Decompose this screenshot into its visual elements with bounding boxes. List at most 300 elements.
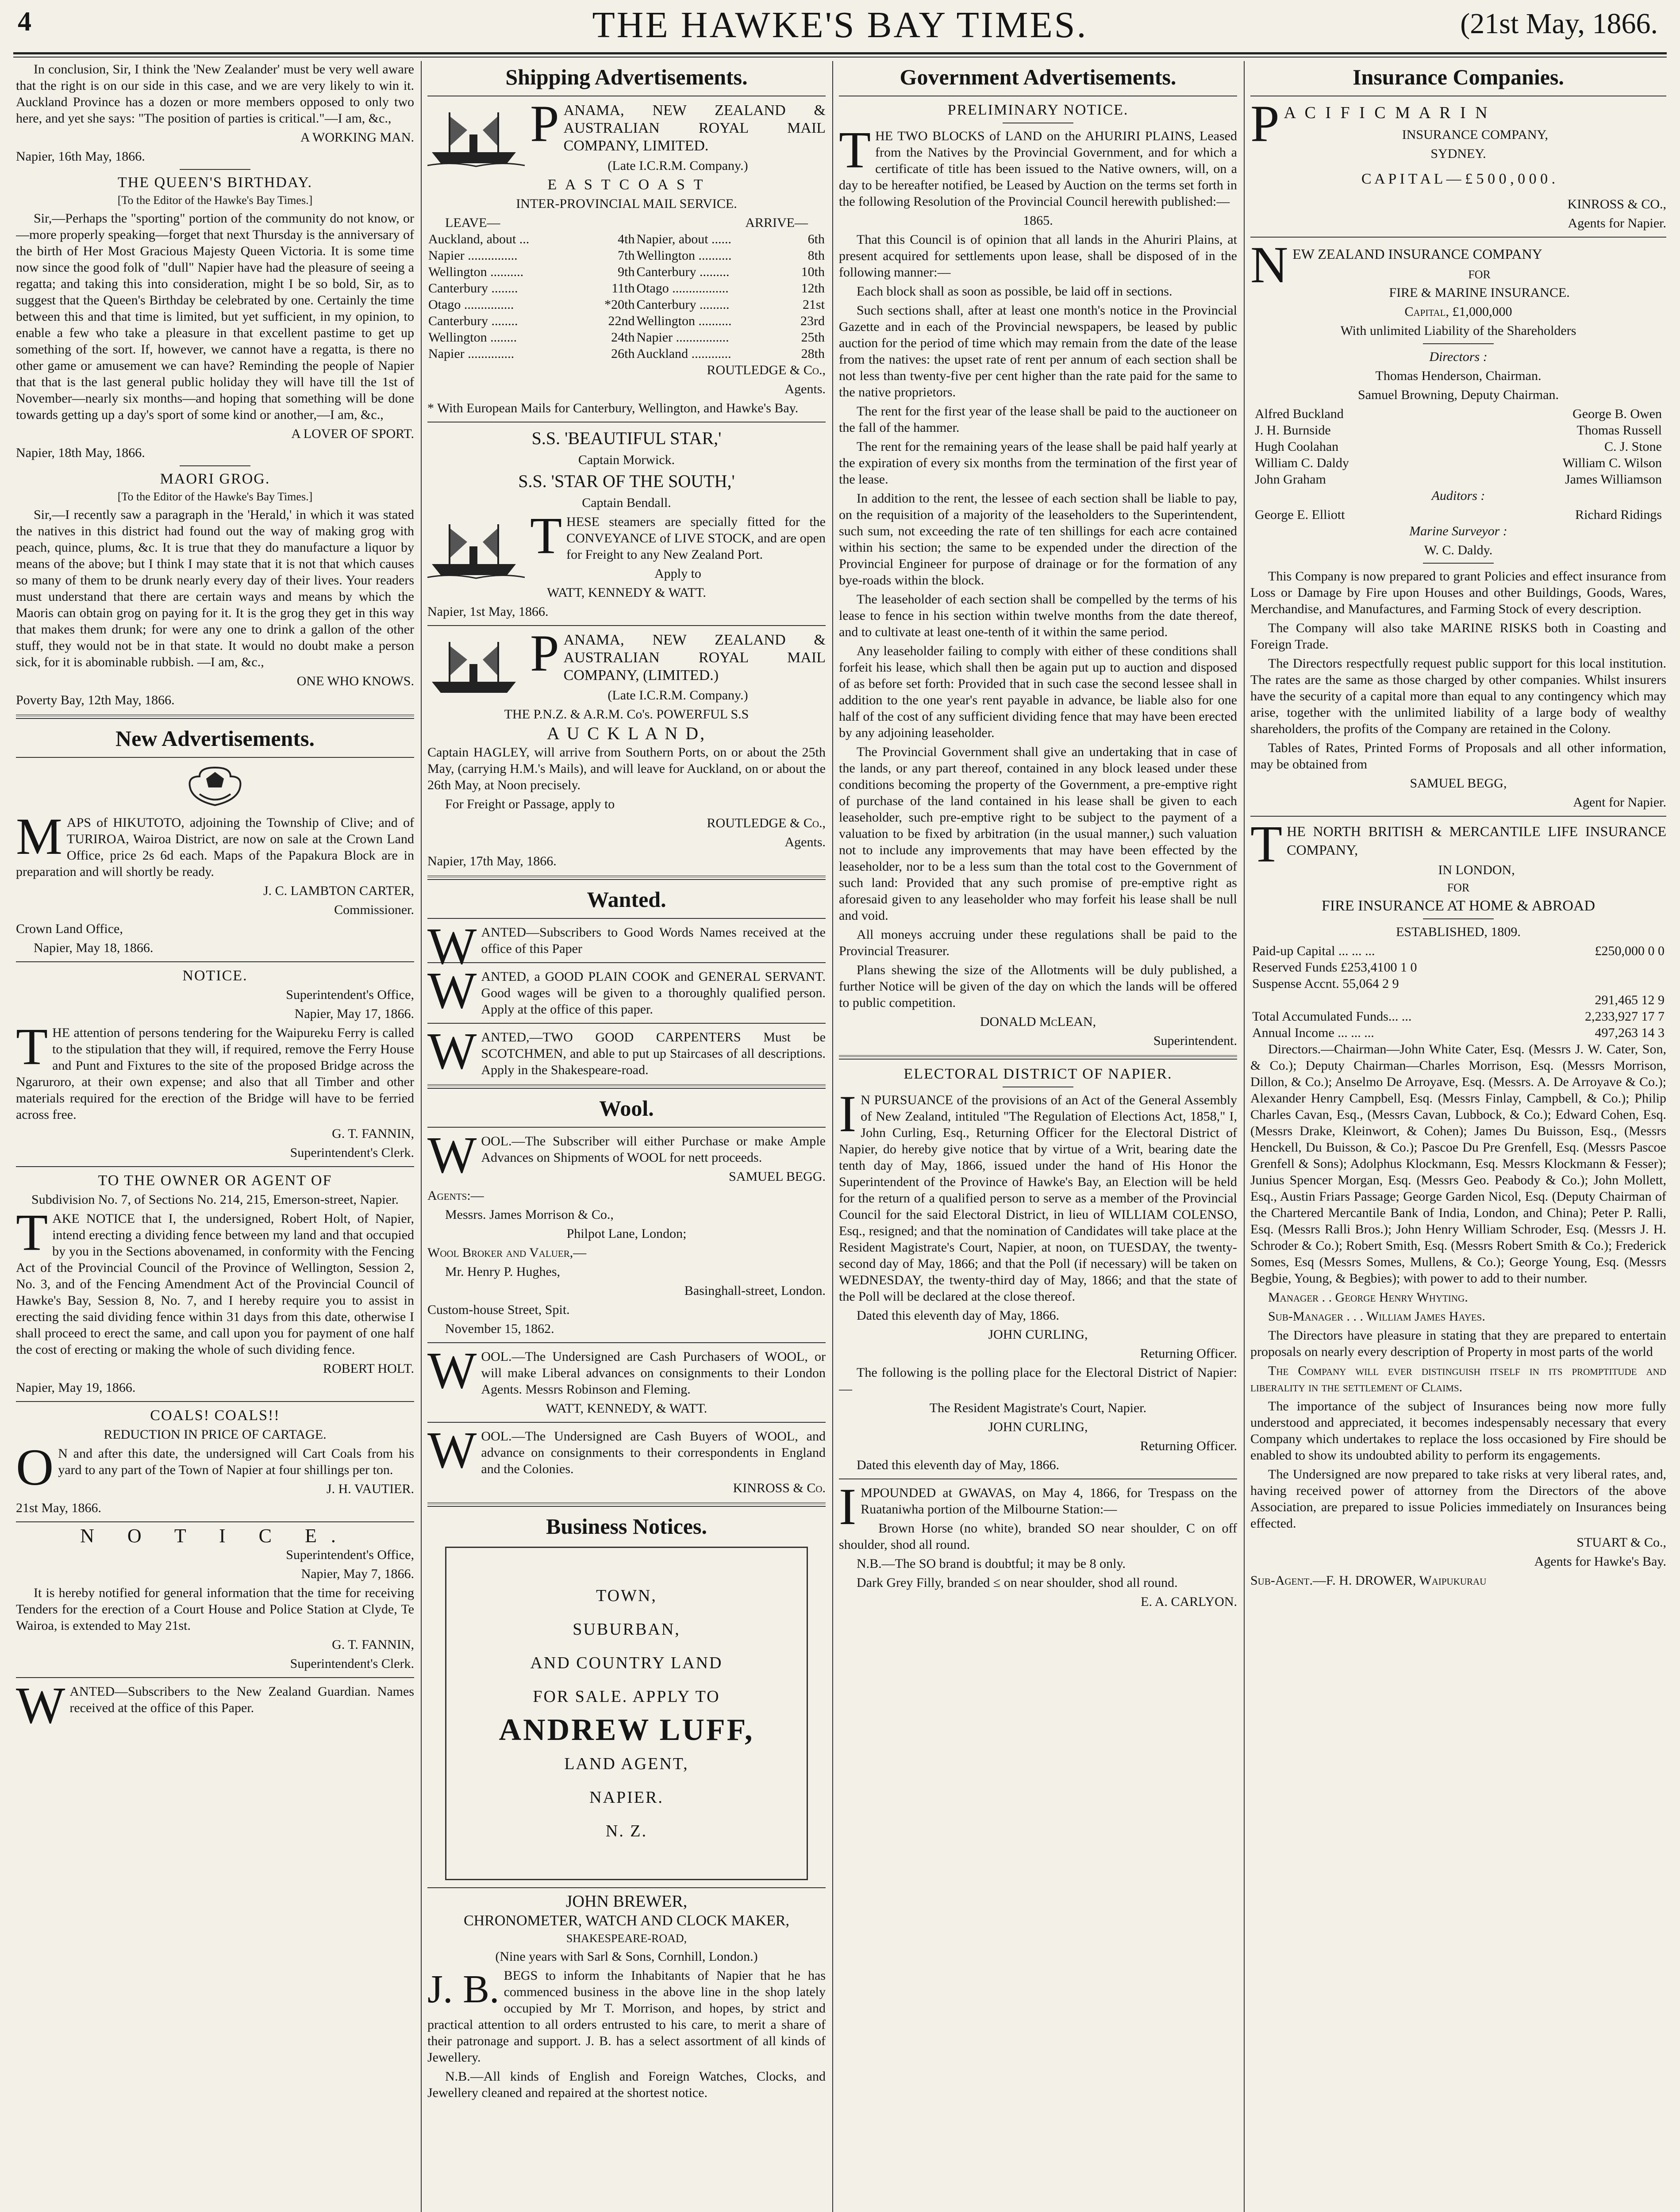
apply-label: Apply to — [654, 566, 701, 581]
advert-body: AKE NOTICE that I, the undersigned, Robert Holt, of Napier, intend erecting a dividing fence between my land and that occupied by you in the Sections abovenamed, in conformity with the Fencing Act of the Provincial Council of the Province of Wellington, Session 2, No. 3, and of the Fencing Amendment Act of the Provincial Council of Hawke's Bay, Session 8, No. 7, and I hereby require you to assist in erecting the said dividing fence within 31 days from this date, otherwise I shall proceed to erect the same, and call upon you for payment of one half the cost of erecting or making the whole of such dividing fence. — [16, 1211, 414, 1357]
ship-name: S.S. 'STAR OF THE SOUTH,' — [518, 471, 735, 491]
insurer-agent: KINROSS & CO., — [1567, 197, 1666, 211]
insurer-body: The Undersigned are now prepared to take risks at very liberal rates, and, having received power of attorney from the Directors of the above Association, are prepared to issue Policies immediately on Insurances being effected. — [1250, 1467, 1666, 1531]
ship-name: S.S. 'BEAUTIFUL STAR,' — [531, 428, 722, 448]
funds-amount: £250,000 0 0 — [1595, 944, 1665, 958]
notice-clause: In addition to the rent, the lessee of each section shall be liable to pay, on the requisition of a majority of the leaseholders to the Superintendent, such sum, not exceeding the rate of ten shillings for each acre contained within his section; the same to be expended under the direction of the Provincial Engineer for purpose of drainage or for the formation of any bye-roads within the block. — [839, 491, 1237, 588]
insurer-established: ESTABLISHED, 1809. — [1396, 925, 1521, 939]
section-heading: Wanted. — [587, 887, 666, 912]
funds-row — [1250, 943, 1666, 959]
box-line: TOWN, — [596, 1586, 657, 1605]
shipping-freight: For Freight or Passage, apply to — [445, 797, 615, 811]
section-heading: Government Advertisements. — [900, 65, 1176, 89]
surveyor-heading: Marine Surveyor : — [1409, 524, 1507, 538]
drop-cap: J. B. — [427, 1967, 500, 2011]
schedule-leave-cell: Napier ............... — [428, 248, 518, 263]
auditor-name: George E. Elliott — [1255, 507, 1345, 522]
column-1 — [16, 61, 414, 2212]
section-heading: Wool. — [599, 1096, 654, 1121]
section-heading: New Advertisements. — [115, 726, 315, 751]
masthead — [13, 3, 1667, 52]
funds-amount: 291,465 12 9 — [1595, 993, 1665, 1007]
notice-dated: Dated this eleventh day of May, 1866. — [857, 1308, 1059, 1323]
letter-signature: A WORKING MAN. — [300, 130, 414, 145]
insurer-body: The Directors respectfully request public support for this local institution. The rates are the same as those charged by other companies. Whilst insurers have the security of a capital more than equal to any contingency which may arise, together with the unlimited liability of a large body of wealthy shareholders, the profits of the Company are retained in the Colony. — [1250, 656, 1666, 736]
notice-title: ELECTORAL DISTRICT OF NAPIER. — [903, 1066, 1173, 1082]
steamship-icon — [427, 104, 525, 170]
section-rule — [427, 1502, 826, 1507]
schedule-arrive-cell: 6th — [807, 232, 825, 246]
shipping-agent: ROUTLEDGE & Co., — [707, 816, 826, 830]
insurer-directors: Directors.—Chairman—John White Cater, Esq. (Messrs J. W. Cater, Son, & Co.); Deputy Chairman—Charles Morrison, Esq. (Messrs Morrison, Dillon, & Co.); Anselmo De Arroyave, Esq. (Messrs. A. De Arroyave & Co.); Alexander Henry Campbell, Esq. (Messrs Finlay, Campbell, & Co.); Philip Charles Cavan, Esq., (Messrs Cavan, Lubbock, & Co.); Edward Cohen, Esq. (Messrs Drake, Kleinwort, & Cohen); James Du Buisson, Esq., (Messrs Henckell, Du Buisson, & Co.); Pascoe Du Pre Grenfell, Esq. (Messrs Pascoe Grenfell & Sons); Adolphus Klockmann, Esq. Messrs Klockmann & Fesser); Junius Spencer Morgan, Esq. (Messrs Geo. Peabody & Co.); John Mollett, Esq., Austin Friars Passage; George Garden Nicol, Esq. (Deputy Chairman of the Chartered Mercantile Bank of India, London, and China); Peter P. Ralli, Esq. (Messrs Ralli Bros.); John Henry William Schroder, Esq. (Messrs J. H. Schroder & Co.); Robert Smith, Esq. (Messrs Robert Smith & Co.); Frederick Somes, Esq (Messrs Somes, Mullens, & Co.); George Young, Esq. (Messrs Begbie, Young, & Begbies); with power to add to their number. — [1250, 1042, 1666, 1286]
drop-cap: T — [16, 1018, 48, 1075]
shipping-body: HESE steamers are specially fitted for the CONVEYANCE of LIVE STOCK, and are open for Freight to any New Zealand Port. — [566, 515, 826, 562]
business-subtitle: CHRONOMETER, WATCH AND CLOCK MAKER, — [463, 1912, 790, 1929]
drop-cap: P — [530, 95, 559, 153]
director-name: William C. Daldy — [1255, 456, 1349, 470]
advert-body: N and after this date, the undersigned will Cart Coals from his yard to any part of the Town of Napier at four shillings per ton. — [58, 1446, 414, 1477]
schedule-leave-cell: 7th — [618, 248, 635, 263]
schedule-arrive-cell: 28th — [801, 346, 825, 361]
notice-signature-title: Returning Officer. — [1140, 1346, 1237, 1361]
insurer-city: IN LONDON, — [1438, 863, 1515, 877]
business-body: BEGS to inform the Inhabitants of Napier that he has commenced business in the above line in the shop lately occupied by Mr T. Morrison, and hopes, by strict and practical attention to all orders entrusted to his care, to merit a share of their patronage and support. J. B. has a select assortment of all kinds of Jewellery. — [427, 1968, 826, 2065]
advert-signature-title: Superintendent's Clerk. — [290, 1145, 414, 1160]
funds-row — [1250, 1008, 1666, 1025]
box-line: N. Z. — [605, 1822, 648, 1840]
insurer-body: The Company will ever distinguish itself in its promptitude and liberality in the settlement of Claims. — [1250, 1363, 1666, 1394]
notice-clause: All moneys accruing under these regulations shall be paid to the Provincial Treasurer. — [839, 927, 1237, 958]
schedule-arrive-cell: Napier, about ...... — [636, 232, 732, 246]
advert-signature-title: Superintendent's Clerk. — [290, 1656, 414, 1671]
issue-date: (21st May, 1866. — [1460, 8, 1658, 40]
divider — [1423, 563, 1494, 564]
notice-clause: The leaseholder of each section shall be compelled by the terms of his lease to fence in his section within twelve months from the date thereof, and to cultivate at least one-tenth of it within the same period. — [839, 592, 1237, 639]
box-name: ANDREW LUFF, — [499, 1713, 754, 1747]
drop-cap: O — [16, 1438, 54, 1496]
divider — [16, 1166, 414, 1167]
insurer-agent-title: Agents for Napier. — [1568, 216, 1666, 230]
letter-title: THE QUEEN'S BIRTHDAY. — [118, 174, 312, 191]
director-name: William C. Wilson — [1562, 456, 1662, 470]
notice-year: 1865. — [1023, 213, 1053, 228]
insurer-for: FOR — [1447, 881, 1470, 894]
funds-label: Reserved Funds £253,4100 1 0 — [1252, 960, 1417, 975]
divider — [180, 169, 250, 170]
advert-signature-title: Commissioner. — [334, 902, 414, 917]
auditor-row — [1250, 507, 1666, 523]
divider — [427, 1422, 826, 1423]
letter-signature: ONE WHO KNOWS. — [296, 674, 414, 688]
schedule-row — [427, 280, 826, 296]
insurer-agent-title: Agent for Napier. — [1573, 795, 1666, 810]
schedule-leave-cell: Wellington ........ — [428, 330, 517, 345]
drop-cap: W — [427, 1126, 477, 1184]
drop-cap: M — [16, 807, 62, 865]
notice-clause: Plans shewing the size of the Allotments will be duly published, a further Notice will be given of the day on which the lands will be offered to public competition. — [839, 963, 1237, 1010]
wanted-body: ANTED,—TWO GOOD CARPENTERS Must be SCOTCHMEN, and able to put up Staircases of all descriptions. Apply in the Shakespeare-road. — [481, 1030, 826, 1077]
business-note: (Nine years with Sarl & Sons, Cornhill, London.) — [495, 1949, 758, 1964]
impound-body: Brown Horse (no white), branded SO near shoulder, C on off shoulder, shod all round. — [839, 1521, 1237, 1552]
advert-date: Napier, May 7, 1866. — [301, 1567, 414, 1581]
schedule-leave-cell: 26th — [611, 346, 635, 361]
section-heading: Business Notices. — [546, 1514, 707, 1539]
schedule-row — [427, 247, 826, 264]
notice-clause: Such sections shall, after at least one month's notice in the Provincial Gazette and in each of the Provincial newspapers, be leased by public auction for the period of time which may remain from the date of the lease from the natives: the upset rate of rent per annum of each section shall be not less than twenty-five per cent higher than the rate paid for the same to the native proprietors. — [839, 303, 1237, 399]
insurer-agent-title: Agents for Hawke's Bay. — [1534, 1554, 1666, 1569]
insurer-type: FIRE & MARINE INSURANCE. — [1389, 285, 1570, 300]
page-number: 4 — [18, 7, 31, 37]
box-line: AND COUNTRY LAND — [530, 1654, 723, 1672]
insurer-body: The Company will also take MARINE RISKS both in Coasting and Foreign Trade. — [1250, 621, 1666, 652]
insurer-submanager: Sub-Manager . . . William James Hayes. — [1268, 1309, 1485, 1324]
schedule-arrive-cell: 21st — [802, 297, 825, 312]
schedule-arrive-cell: 25th — [801, 330, 825, 345]
advert-date: Napier, May 19, 1866. — [16, 1380, 136, 1395]
column-divider — [421, 61, 422, 2212]
land-agent-box-advert — [445, 1547, 808, 1880]
advert-title: NOTICE. — [182, 968, 248, 984]
box-line: LAND AGENT, — [564, 1755, 689, 1773]
advert-signature: J. H. VAUTIER. — [326, 1482, 414, 1496]
insurer-subagent: Sub-Agent.—F. H. DROWER, Waipukurau — [1250, 1573, 1487, 1588]
insurer-type: FIRE INSURANCE AT HOME & ABROAD — [1321, 898, 1595, 914]
notice-title: PRELIMINARY NOTICE. — [947, 102, 1129, 118]
schedule-leave-cell: 11th — [611, 281, 635, 296]
funds-amount — [1529, 959, 1666, 975]
advert-signature: G. T. FANNIN, — [332, 1637, 414, 1652]
notice-signature-title: Superintendent. — [1153, 1033, 1237, 1048]
shipping-agent: WATT, KENNEDY & WATT. — [547, 585, 706, 600]
advert-title: COALS! COALS!! — [150, 1407, 280, 1424]
funds-table — [1250, 943, 1666, 1041]
director-name: C. J. Stone — [1604, 439, 1662, 454]
section-heading: Insurance Companies. — [1353, 65, 1564, 89]
box-line: FOR SALE. APPLY TO — [533, 1687, 720, 1706]
notice-signature: DONALD McLEAN, — [980, 1014, 1096, 1029]
divider — [1423, 918, 1494, 919]
drop-cap: W — [427, 1022, 477, 1080]
business-body: N.B.—All kinds of English and Foreign Watches, Clocks, and Jewellery cleaned and repaired at the shortest notice. — [427, 2069, 826, 2100]
ship-captain: Captain Bendall. — [582, 495, 671, 510]
business-address: SHAKESPEARE-ROAD, — [566, 1932, 687, 1945]
divider — [16, 1677, 414, 1678]
divider — [1423, 343, 1494, 344]
shipping-company: ANAMA, NEW ZEALAND & AUSTRALIAN ROYAL MAIL COMPANY, (LIMITED.) — [563, 632, 826, 684]
advert-body: ANTED—Subscribers to the New Zealand Guardian. Names received at the office of this Paper. — [69, 1684, 414, 1715]
drop-cap: W — [16, 1676, 65, 1734]
divider — [16, 1521, 414, 1522]
notice-clauses — [839, 231, 1237, 1011]
shipping-route: E A S T C O A S T — [547, 177, 706, 193]
divider — [427, 918, 826, 919]
box-line: NAPIER. — [589, 1788, 664, 1807]
director-name: George B. Owen — [1572, 407, 1662, 421]
drop-cap: T — [839, 121, 871, 179]
advert-title: N O T I C E. — [80, 1525, 350, 1547]
drop-cap: W — [427, 1421, 477, 1479]
advert-body: APS of HIKUTOTO, adjoining the Township of Clive; and of TURIROA, Wairoa District, are now on sale at the Crown Land Office, price 2s 6d each. Maps of the Papakura Block are in preparation and will shortly be ready. — [16, 815, 414, 879]
shipping-agents-label: Agents. — [784, 382, 826, 396]
wool-signature: KINROSS & Co. — [733, 1481, 826, 1495]
shipping-service: INTER-PROVINCIAL MAIL SERVICE. — [516, 196, 737, 211]
director-name: Thomas Russell — [1576, 423, 1662, 438]
schedule-leave-label: LEAVE— — [445, 215, 500, 230]
notice-clause: The rent for the first year of the lease shall be paid to the auctioneer on the fall of the hammer. — [839, 404, 1237, 435]
letter-note: [To the Editor of the Hawke's Bay Times.] — [117, 194, 313, 207]
notice-signature: JOHN CURLING, — [988, 1327, 1088, 1342]
insurer-capital: C A P I T A L — £ 5 0 0 , 0 0 0 . — [1361, 171, 1556, 187]
wool-body: OOL.—The Undersigned are Cash Buyers of WOOL, and advance on consignments to their correspondents in England and the Colonies. — [481, 1429, 826, 1476]
notice-dated: Dated this eleventh day of May, 1866. — [857, 1458, 1059, 1472]
box-line: SUBURBAN, — [573, 1620, 680, 1639]
advert-date: 21st May, 1866. — [16, 1501, 102, 1515]
notice-clause: That this Council is of opinion that all lands in the Ahuriri Plains, at present acquired for settlements upon lease, shall be disposed of in the following manner:— — [839, 232, 1237, 280]
funds-label: Paid-up Capital ... ... ... — [1252, 944, 1375, 958]
schedule-leave-cell: Canterbury ........ — [428, 281, 518, 296]
wool-agents-label: Agents:— — [427, 1188, 484, 1203]
schedule-arrive-cell: Canterbury ......... — [636, 265, 730, 279]
divider — [427, 1127, 826, 1128]
insurer-name: A C I F I C M A R I N — [1284, 104, 1490, 122]
divider — [427, 625, 826, 626]
funds-row — [1250, 959, 1666, 975]
funds-label: Annual Income ... ... ... — [1252, 1025, 1374, 1040]
shipping-late-name: (Late I.C.R.M. Company.) — [607, 158, 748, 173]
insurer-name: HE NORTH BRITISH & MERCANTILE LIFE INSURANCE COMPANY, — [1287, 823, 1666, 858]
schedule-leave-cell: 9th — [618, 265, 635, 279]
steamship-icon — [427, 633, 525, 699]
wool-agent-line: November 15, 1862. — [445, 1321, 554, 1336]
surveyor-name: W. C. Daldy. — [1424, 543, 1493, 557]
advert-subtitle: REDUCTION IN PRICE OF CARTAGE. — [104, 1427, 327, 1442]
schedule-row — [427, 313, 826, 329]
ship-name: A U C K L A N D, — [546, 723, 707, 743]
schedule-arrive-cell: 8th — [807, 248, 825, 263]
drop-cap: I — [839, 1085, 857, 1143]
wool-agent-line: Wool Broker and Valuer,— — [427, 1245, 587, 1260]
drop-cap: W — [427, 1341, 477, 1399]
funds-row — [1250, 975, 1666, 992]
drop-cap: T — [16, 1203, 48, 1261]
impound-body: MPOUNDED at GWAVAS, on May 4, 1866, for Trespass on the Ruataniwha portion of the Milbourne Station:— — [861, 1486, 1237, 1517]
divider — [1250, 816, 1666, 817]
advert-body: It is hereby notified for general information that the time for receiving Tenders for the erection of a Court House and Police Station at Clyde, Te Wairoa, is extended to May 21st. — [16, 1586, 414, 1633]
director-name: J. H. Burnside — [1255, 423, 1331, 438]
schedule-heading — [427, 215, 826, 231]
letter-body: In conclusion, Sir, I think the 'New Zealander' must be very well aware that the right is on our side in this case, and we are very likely to win it. Auckland Province has a dozen or more members opposed to only two here, and yet she says: "The position of parties is critical."—I am, &c., — [16, 62, 414, 126]
notice-signature: JOHN CURLING, — [988, 1420, 1088, 1434]
wool-agent-line: Messrs. James Morrison & Co., — [445, 1207, 614, 1222]
notice-clause: The Provincial Government shall give an undertaking that in case of the lands, or any part thereof, contained in any block leased under these conditions becoming the property of the Government, a pre-emptive right of purchase of the land contained in his lease shall be given to each leaseholder, such pre-emptive right to be subject to the payment of a valuation to be fixed by arbitration (in the usual manner,) such valuation not to include any improvements that may have been effected by the leaseholder, nor to be a less sum than the total cost to the Government of such land: Provided that any such promise of pre-emptive right as aforesaid given to any leaseholder who may forfeit his lease shall be null and void. — [839, 745, 1237, 923]
schedule-arrive-cell: 10th — [801, 265, 825, 279]
divider — [180, 465, 250, 466]
advert-signature: G. T. FANNIN, — [332, 1126, 414, 1141]
schedule-arrive-cell: Otago ................. — [636, 281, 729, 296]
funds-amount: 497,263 14 3 — [1595, 1025, 1665, 1040]
divider — [1250, 237, 1666, 238]
column-4 — [1250, 61, 1666, 2212]
section-rule — [839, 1055, 1237, 1060]
impound-signature: E. A. CARLYON. — [1141, 1594, 1237, 1609]
column-divider — [1244, 61, 1245, 2212]
drop-cap: T — [1250, 815, 1283, 873]
notice-clause: The rent for the remaining years of the lease shall be paid half yearly at the expiration of every six months from the termination of the first year of the lease. — [839, 439, 1237, 487]
column-divider — [832, 61, 833, 2212]
section-rule — [427, 1084, 826, 1089]
schedule-leave-cell: Canterbury ........ — [428, 314, 518, 328]
auditors-heading: Auditors : — [1431, 488, 1485, 503]
letter-note: [To the Editor of the Hawke's Bay Times.] — [117, 490, 313, 503]
notice-signature-title: Returning Officer. — [1140, 1439, 1237, 1453]
divider — [427, 1342, 826, 1343]
drop-cap: I — [839, 1478, 857, 1536]
wanted-body: ANTED—Subscribers to Good Words Names received at the office of this Paper — [481, 925, 826, 956]
insurer-capital: Capital, £1,000,000 — [1404, 304, 1512, 319]
insurer-body: The Directors have pleasure in stating that they are prepared to entertain proposals on nearly every description of Property in most parts of the world — [1250, 1328, 1666, 1359]
letter-body: Sir,—I recently saw a paragraph in the 'Herald,' in which it was stated the natives in this district had found out the way of making grog with peach, quince, plums, &c. It is true that they do manufacture a liquor by means of the above; but I think I may state that it is not that which causes so many of them to be drunk nearly every day of their lives. Your readers must understand that there are certain ways and means by which the Maoris can obtain grog on paying for it. It is the grog they get in this way that makes them drunk; for were any one to drink a gallon of the other stuff, they would not be in that state. It would no doubt make a person sick, for it is abominable rubbish. —I am, &c., — [16, 507, 414, 669]
wool-agent-line: Custom-house Street, Spit. — [427, 1302, 570, 1317]
shipping-agents-label: Agents. — [784, 835, 826, 849]
column-2 — [427, 61, 826, 2212]
letter-title: MAORI GROG. — [160, 471, 270, 487]
shipping-note: * With European Mails for Canterbury, Wellington, and Hawke's Bay. — [427, 401, 799, 415]
shipping-body: Captain HAGLEY, will arrive from Southern Ports, on or about the 25th May, (carrying H.M.'s Mails), and will leave for Auckland, on or about the 26th May, at Noon precisely. — [427, 745, 826, 792]
schedule-leave-cell: 22nd — [608, 314, 635, 328]
notice-body: The following is the polling place for the Electoral District of Napier:— — [839, 1365, 1237, 1396]
divider — [427, 962, 826, 963]
ship-captain: Captain Morwick. — [578, 453, 675, 467]
wanted-body: ANTED, a GOOD PLAIN COOK and GENERAL SERVANT. Good wages will be given to a thoroughly qualified person. Apply at the office of this paper. — [481, 969, 826, 1017]
business-title: JOHN BREWER, — [565, 1892, 688, 1911]
steamship-icon — [427, 515, 525, 582]
wool-signature: SAMUEL BEGG. — [729, 1169, 826, 1184]
shipping-agent: ROUTLEDGE & Co., — [707, 363, 826, 377]
advert-date: Napier, May 18, 1866. — [34, 941, 154, 955]
director-row — [1250, 422, 1666, 438]
advert-subtitle: Subdivision No. 7, of Sections No. 214, 215, Emerson-street, Napier. — [31, 1192, 399, 1207]
wool-signature: WATT, KENNEDY, & WATT. — [546, 1401, 707, 1416]
insurer-body: This Company is now prepared to grant Policies and effect insurance from Loss or Damage by Fire upon Houses and other Buildings, Goods, Wares, Merchandise, and Manufactures, and Farming Stock of every description. — [1250, 569, 1666, 616]
shipping-date: Napier, 17th May, 1866. — [427, 854, 557, 868]
schedule-arrive-cell: 12th — [801, 281, 825, 296]
advert-body: HE attention of persons tendering for the Waipureku Ferry is called to the stipulation that they will, if required, remove the Ferry House and Punt and Fixtures to the site of the proposed Bridge across the Ngaruroro, at their own expense; and also that all Timber and other materials required for the erection of the Bridge will have to be ferried across free. — [16, 1025, 414, 1122]
director-name: Alfred Buckland — [1255, 407, 1344, 421]
drop-cap: P — [530, 624, 559, 682]
section-rule — [427, 876, 826, 880]
insurer-agent: STUART & Co., — [1576, 1535, 1666, 1550]
funds-amount: 2,233,927 17 7 — [1585, 1009, 1665, 1024]
schedule-leave-cell: Wellington .......... — [428, 265, 524, 279]
wool-agent-line: Mr. Henry P. Hughes, — [445, 1264, 560, 1279]
schedule-leave-cell: Otago ............... — [428, 297, 514, 312]
insurer-agent: SAMUEL BEGG, — [1410, 776, 1507, 791]
polling-place: The Resident Magistrate's Court, Napier. — [929, 1401, 1147, 1415]
schedule-arrive-cell: Wellington .......... — [636, 248, 732, 263]
schedule-leave-cell: 4th — [618, 232, 635, 246]
funds-row — [1250, 992, 1666, 1008]
insurer-body: Tables of Rates, Printed Forms of Proposals and all other information, may be obtained from — [1250, 741, 1666, 772]
advert-office: Superintendent's Office, — [286, 1548, 414, 1562]
insurer-for: FOR — [1468, 268, 1491, 281]
shipping-late-name: (Late I.C.R.M. Company.) — [607, 688, 748, 703]
schedule-arrive-cell: Auckland ............ — [636, 346, 731, 361]
funds-row — [1250, 1025, 1666, 1041]
wool-agent-line: Philpot Lane, London; — [566, 1226, 687, 1241]
funds-amount — [1529, 975, 1666, 992]
masthead-rule — [13, 52, 1667, 58]
insurer-liability: With unlimited Liability of the Shareholders — [1340, 323, 1576, 338]
notice-clause: Any leaseholder failing to comply with either of these conditions shall forfeit his lease, which shall then be again put up to auction and disposed of as before set forth: Provided that in such case the second lessee shall in addition to the one year's rent payable in advance, be liable also for one half of the cost of any sufficient dividing fence that may have been erected by any adjoining leaseholder. — [839, 644, 1237, 740]
drop-cap: W — [427, 917, 477, 975]
schedule-arrive-cell: Wellington .......... — [636, 314, 732, 328]
director-name: John Graham — [1255, 472, 1326, 487]
royal-crest-icon — [182, 763, 248, 812]
schedule-row — [427, 264, 826, 280]
funds-label: Total Accumulated Funds... ... — [1252, 1009, 1412, 1024]
drop-cap: T — [530, 507, 562, 565]
schedule-arrive-cell: Canterbury ......... — [636, 297, 730, 312]
wool-body: OOL.—The Subscriber will either Purchase or make Ample Advances on Shipments of WOOL for nett proceeds. — [481, 1134, 826, 1165]
schedule-leave-cell: Auckland, about ... — [428, 232, 530, 246]
funds-label: Suspense Accnt. 55,064 2 9 — [1252, 976, 1399, 991]
shipping-company: ANAMA, NEW ZEALAND & AUSTRALIAN ROYAL MAIL COMPANY, LIMITED. — [563, 102, 826, 154]
director-row — [1250, 438, 1666, 455]
schedule-leave-cell: Napier .............. — [428, 346, 515, 361]
letter-place: Napier, 16th May, 1866. — [16, 149, 145, 164]
divider — [16, 757, 414, 758]
advert-signature: ROBERT HOLT. — [323, 1361, 414, 1376]
letter-place: Poverty Bay, 12th May, 1866. — [16, 693, 175, 707]
section-rule — [16, 714, 414, 719]
director-row — [1250, 406, 1666, 422]
schedule-arrive-label: ARRIVE— — [745, 215, 808, 230]
wool-body: OOL.—The Undersigned are Cash Purchasers of WOOL, or will make Liberal advances on consignments to their London Agents. Messrs Robinson and Fleming. — [481, 1349, 826, 1397]
insurer-type: INSURANCE COMPANY, — [1402, 127, 1548, 142]
schedule-row — [427, 296, 826, 313]
insurer-city: SYDNEY. — [1430, 146, 1486, 161]
shipping-date: Napier, 1st May, 1866. — [427, 604, 549, 619]
divider — [16, 1401, 414, 1402]
auditor-name: Richard Ridings — [1575, 507, 1662, 522]
schedule-arrive-cell: Napier ................ — [636, 330, 729, 345]
column-3 — [839, 61, 1237, 2212]
letter-body: Sir,—Perhaps the "sporting" portion of the community do not know, or—more properly speaking—forget that next Thursday is the anniversary of the birth of Her Most Gracious Majesty Queen Victoria. It is some time now since the good folk of "dull" Napier have had the pleasure of seeing a regatta; and taking this into consideration, might I be so bold, Sir, as to suggest that the Queen's Birthday be celebrated by one. Certainly the time between this and that time is limited, but yet sufficient, in my opinion, to enable a few who take a pleasure in that excellent pastime to get up something of the sort. If, however, we cannot have a regatta, is there no other game or amusement we can have? Reminding the people of Napier that that is the last general public holiday they will have till the 1st of November—nearly six months—and hoping that something will be done towards getting up a day's sport of some kind or another,—I am, &c., — [16, 211, 414, 422]
impound-body: Dark Grey Filly, branded ≤ on near shoulder, shod all round. — [857, 1575, 1178, 1590]
notice-body: HE TWO BLOCKS of LAND on the AHURIRI PLAINS, Leased from the Natives by the Provincial Government, and for which a certificate of title has been issued to the Native owners, will, on a day to be hereafter notified, be Leased by Auction on the terms set forth in the following Resolution of the Provincial Council herewith published:— — [839, 129, 1237, 209]
directors-heading: Directors : — [1429, 349, 1488, 364]
drop-cap: N — [1250, 236, 1288, 294]
schedule-leave-cell: 24th — [611, 330, 635, 345]
schedule-row — [427, 346, 826, 362]
divider — [16, 961, 414, 962]
schedule-leave-cell: *20th — [604, 297, 635, 312]
advert-office: Superintendent's Office, — [286, 987, 414, 1002]
insurer-name: EW ZEALAND INSURANCE COMPANY — [1292, 246, 1542, 262]
director-name: James Williamson — [1565, 472, 1662, 487]
schedule-row — [427, 231, 826, 247]
wool-agent-line: Basinghall-street, London. — [684, 1283, 826, 1298]
insurer-manager: Manager . . George Henry Whyting. — [1268, 1290, 1468, 1305]
drop-cap: P — [1250, 95, 1280, 153]
director-row — [1250, 471, 1666, 488]
notice-clause: Each block shall as soon as possible, be laid off in sections. — [857, 284, 1173, 299]
advert-title: TO THE OWNER OR AGENT OF — [98, 1172, 332, 1189]
divider — [427, 1023, 826, 1024]
director-deputy: Samuel Browning, Deputy Chairman. — [1357, 388, 1559, 402]
mail-schedule-table — [427, 231, 826, 362]
funds-label — [1250, 992, 1529, 1008]
